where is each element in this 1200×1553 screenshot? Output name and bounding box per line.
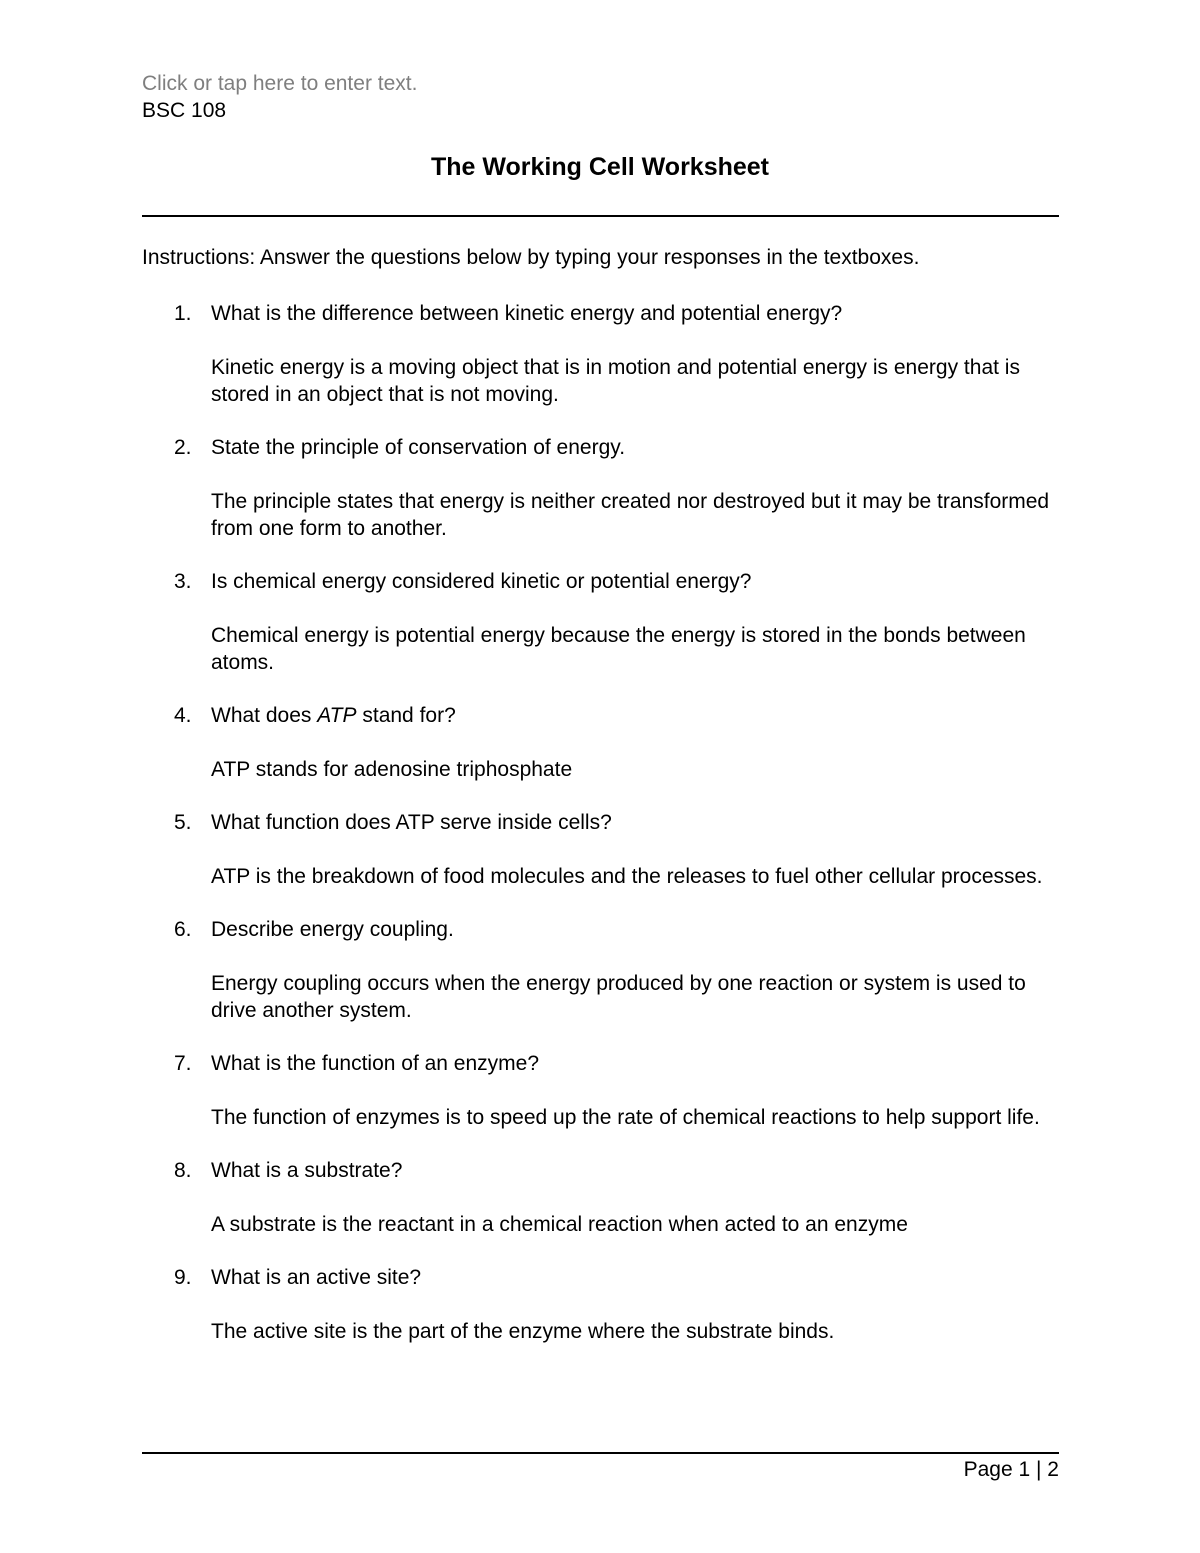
answer-textbox[interactable]: The function of enzymes is to speed up the rate of chemical reactions to help support life.	[211, 1106, 1040, 1129]
question-item-5	[142, 809, 1059, 890]
question-text: Describe energy coupling.	[211, 918, 454, 941]
question-text-after: stand for?	[356, 704, 456, 727]
page-title: The Working Cell Worksheet	[430, 153, 770, 181]
question-number: 2.	[174, 436, 192, 459]
question-text: State the principle of conservation of energy.	[211, 436, 626, 459]
name-placeholder-field[interactable]: Click or tap here to enter text.	[142, 72, 418, 95]
question-text: What is an active site?	[211, 1266, 422, 1289]
question-text: Is chemical energy considered kinetic or potential energy?	[211, 570, 752, 593]
answer-textbox[interactable]: ATP is the breakdown of food molecules and the releases to fuel other cellular processes.	[211, 865, 1043, 888]
question-number: 6.	[174, 918, 192, 941]
question-number: 5.	[174, 811, 192, 834]
question-text: What is the difference between kinetic energy and potential energy?	[211, 302, 843, 325]
question-number: 4.	[174, 704, 192, 727]
question-number: 7.	[174, 1052, 192, 1075]
question-text	[211, 702, 1059, 729]
question-item-2	[142, 434, 1059, 542]
question-number: 9.	[174, 1266, 192, 1289]
title-divider	[142, 215, 1059, 217]
answer-textbox[interactable]: A substrate is the reactant in a chemical reaction when acted to an enzyme	[211, 1213, 908, 1236]
answer-textbox[interactable]: Energy coupling occurs when the energy produced by one reaction or system is used to drive another system.	[211, 972, 1026, 1022]
answer-textbox[interactable]: Kinetic energy is a moving object that is in motion and potential energy is energy that is stored in an object that is not moving.	[211, 356, 1020, 406]
question-text: What function does ATP serve inside cells?	[211, 811, 612, 834]
footer-divider	[142, 1452, 1059, 1454]
question-item-8	[142, 1157, 1059, 1238]
answer-textbox[interactable]: ATP stands for adenosine triphosphate	[211, 758, 573, 781]
question-text-before: What does	[211, 704, 318, 727]
answer-textbox[interactable]: The principle states that energy is neither created nor destroyed but it may be transformed from one form to another.	[211, 490, 1050, 540]
question-list	[142, 300, 1059, 1371]
answer-textbox[interactable]: Chemical energy is potential energy because the energy is stored in the bonds between atoms.	[211, 624, 1026, 674]
instructions: Instructions: Answer the questions below by typing your responses in the textboxes.	[142, 246, 920, 269]
question-item-6	[142, 916, 1059, 1024]
page-number: Page 1 | 2	[963, 1458, 1059, 1481]
question-item-1	[142, 300, 1059, 408]
question-text: What is the function of an enzyme?	[211, 1052, 540, 1075]
question-item-7	[142, 1050, 1059, 1131]
course-code: BSC 108	[142, 99, 227, 122]
question-number: 8.	[174, 1159, 192, 1182]
question-text-italic: ATP	[317, 704, 357, 727]
answer-textbox[interactable]: The active site is the part of the enzyme where the substrate binds.	[211, 1320, 835, 1343]
question-text: What is a substrate?	[211, 1159, 403, 1182]
question-item-9	[142, 1264, 1059, 1345]
question-number: 3.	[174, 570, 192, 593]
question-item-4	[142, 702, 1059, 783]
question-number: 1.	[174, 302, 192, 325]
question-item-3	[142, 568, 1059, 676]
